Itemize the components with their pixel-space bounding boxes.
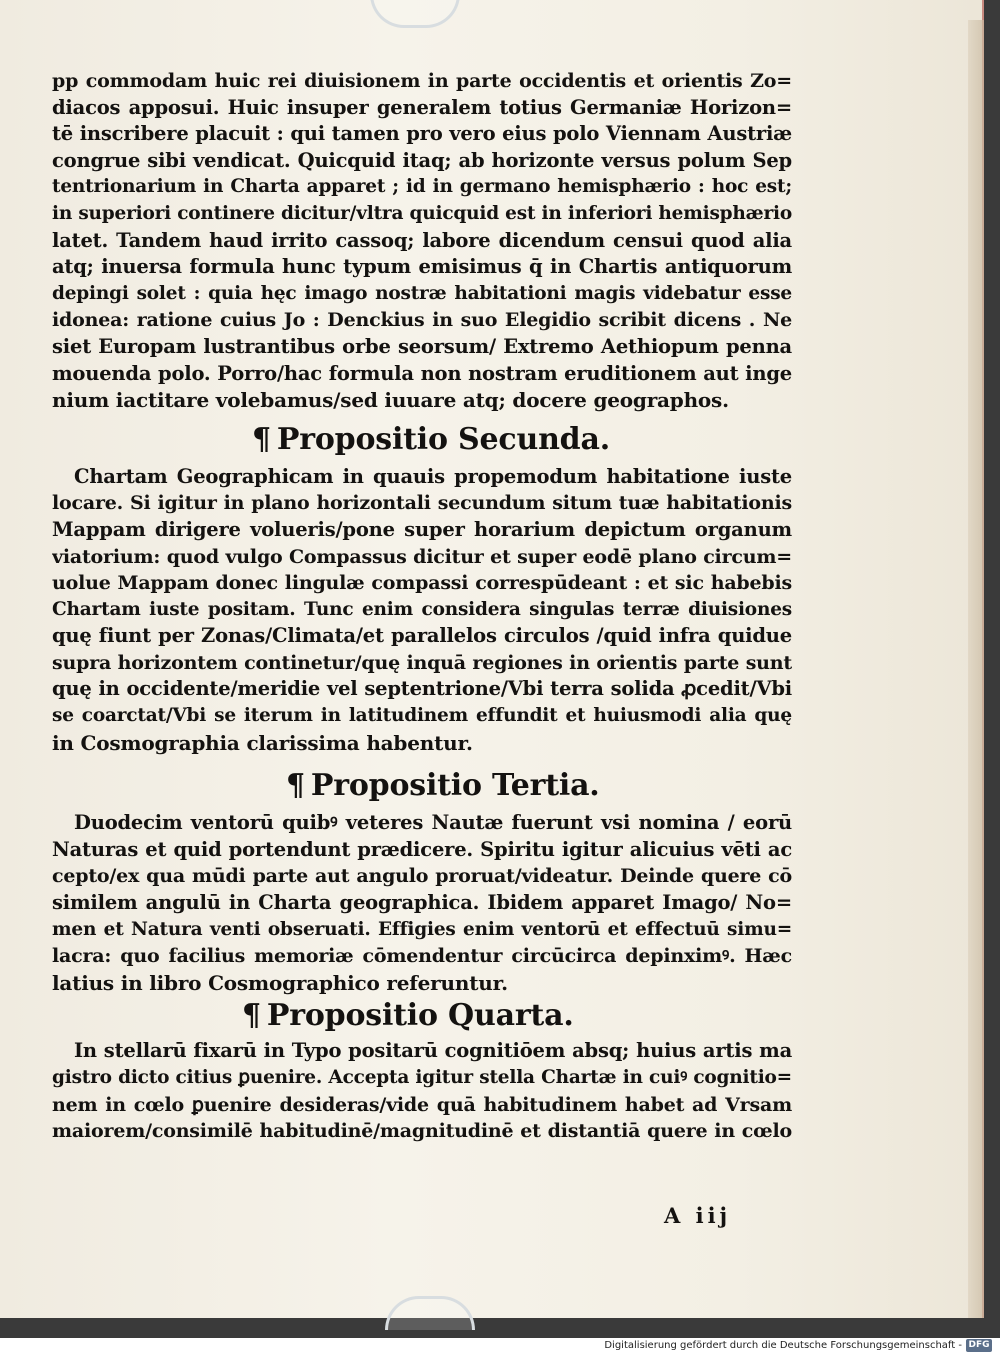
footer-credit: Digitalisierung gefördert durch die Deutsche Forschungsgemeinschaft - — [604, 1340, 962, 1351]
text-line: gistro dicto citius ꝑuenire. Accepta igitur stella Chartæ in cuiꝰ cognitio= — [52, 1067, 792, 1088]
paragraph-quarta — [52, 1038, 792, 1144]
text-line: uolue Mappam donec lingulæ compassi correspūdeant : et sic habebis — [52, 572, 792, 595]
text-line: idonea: ratione cuius Jo : Denckius in suo Elegidio scribit dicens . Ne — [52, 309, 792, 332]
text-line: maiorem/consimilē habitudinē/magnitudinē et distantiā quere in cœlo — [52, 1120, 792, 1143]
text-line: locare. Si igitur in plano horizontali secundum situm tuæ habitationis — [52, 492, 792, 515]
paragraph-secunda — [52, 464, 792, 757]
section-heading-tertia — [52, 766, 792, 806]
pilcrow-mark: ¶ — [286, 768, 305, 804]
text-line: nem in cœlo ꝑuenire desideras/vide quā habitudinem habet ad Vrsam — [52, 1093, 792, 1116]
page-edge — [968, 20, 984, 1318]
heading-text: Propositio Tertia. — [310, 768, 600, 804]
text-line: tentrionarium in Charta apparet ; id in germano hemisphærio : hoc est; — [52, 176, 792, 198]
heading-text: Propositio Secunda. — [276, 421, 610, 457]
text-line: pp commodam huic rei diuisionem in parte occidentis et orientis Zo= — [52, 70, 792, 92]
paragraph-tertia — [52, 810, 792, 996]
pilcrow-mark: ¶ — [242, 998, 261, 1034]
page-text — [52, 68, 792, 1145]
section-heading-secunda — [52, 420, 792, 460]
text-line: diacos apposui. Huic insuper generalem totius Germaniæ Horizon= — [52, 95, 792, 119]
text-line: Duodecim ventorū quibꝰ veteres Nautæ fuerunt vsi nomina / eorū — [74, 811, 792, 835]
text-line: atq; inuersa formula hunc typum emisimus q̄ in Chartis antiquorum — [52, 255, 792, 279]
text-line: in superiori continere dicitur/vltra quicquid est in inferiori hemisphærio — [52, 202, 792, 224]
text-line: cepto/ex qua mūdi parte aut angulo proruat/videatur. Deinde quere cō — [52, 865, 792, 888]
text-line: Chartam iuste positam. Tunc enim considera singulas terræ diuisiones — [52, 598, 792, 620]
text-line: nium iactitare volebamus/sed iuuare atq; docere geographos. — [52, 388, 729, 413]
text-line: latius in libro Cosmographico referuntur. — [52, 970, 508, 995]
text-line: Mappam dirigere volueris/pone super horarium depictum organum — [52, 517, 792, 541]
text-line: similem angulū in Charta geographica. Ibidem apparet Imago/ No= — [52, 891, 792, 915]
text-line: latet. Tandem haud irrito cassoq; labore dicendum censui quod alia — [52, 228, 792, 252]
signature-mark: A iij — [664, 1203, 732, 1228]
text-line: lacra: quo facilius memoriæ cōmendentur circūcirca depinximꝰ. Hæc — [52, 945, 792, 968]
text-line: depingi solet : quia hęc imago nostræ habitationi magis videbatur esse — [52, 282, 792, 304]
intro-paragraph — [52, 68, 792, 414]
text-line: supra horizontem continetur/quę inquā regiones in orientis parte sunt — [52, 651, 792, 674]
text-line: Naturas et quid portendunt prædicere. Spiritu igitur alicuius vēti ac — [52, 837, 792, 861]
text-line: men et Natura venti obseruati. Effigies enim ventorū et effectuū simu= — [52, 918, 792, 940]
heading-text: Propositio Quarta. — [266, 998, 574, 1034]
section-heading-quarta — [52, 996, 792, 1036]
text-line: mouenda polo. Porro/hac formula non nostram eruditionem aut inge — [52, 361, 792, 385]
text-line: Chartam Geographicam in quauis propemodum habitatione iuste — [74, 464, 792, 488]
text-line: se coarctat/Vbi se iterum in latitudinem effundit et huiusmodi alia quę — [52, 705, 792, 727]
text-line: quę in occidente/meridie vel septentrione/Vbi terra solida ꝓcedit/Vbi — [52, 677, 792, 701]
text-line: tē inscribere placuit : qui tamen pro vero eius polo Viennam Austriæ — [52, 122, 792, 146]
text-line: in Cosmographia clarissima habentur. — [52, 730, 473, 755]
text-line: quę fiunt per Zonas/Climata/et parallelos circulos /quid infra quidue — [52, 624, 792, 648]
text-line: In stellarū fixarū in Typo positarū cognitiōem absq; huius artis ma — [74, 1039, 792, 1063]
text-line: viatorium: quod vulgo Compassus dicitur et super eodē plano circum= — [52, 545, 792, 568]
dfg-logo-icon: DFG — [966, 1339, 992, 1352]
text-line: congrue sibi vendicat. Quicquid itaq; ab horizonte versus polum Sep — [52, 148, 792, 172]
pilcrow-mark: ¶ — [252, 421, 271, 457]
text-line: siet Europam lustrantibus orbe seorsum/ Extremo Aethiopum penna — [52, 334, 792, 358]
